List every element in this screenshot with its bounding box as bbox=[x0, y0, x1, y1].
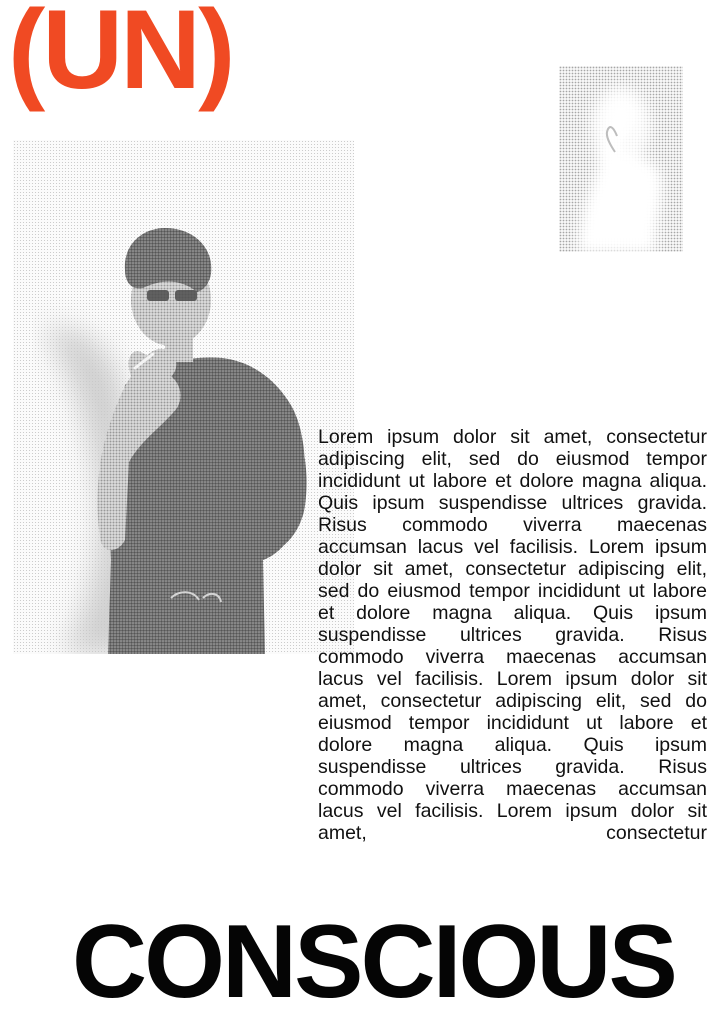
small-halftone-photo bbox=[559, 66, 683, 252]
headline-conscious: CONSCIOUS bbox=[72, 904, 675, 1020]
main-halftone-photo bbox=[13, 140, 354, 654]
main-photo-graphic bbox=[13, 140, 354, 654]
body-paragraph: Lorem ipsum dolor sit amet, consectetur adipiscing elit, sed do eiusmod tempor incididunt ut labore et dolore magna aliqua. Quis ipsum suspendisse ultrices gravida. Risus commodo viverra maecenas accumsan lacus vel facilisis. Lorem ipsum dolor sit amet, consectetur adipiscing elit, sed do eiusmod tempor incididunt ut labore et dolore magna aliqua. Quis ipsum suspendisse ultrices gravida. Risus commodo viverra maecenas accumsan lacus vel facilisis. Lorem ipsum dolor sit amet, consectetur adipiscing elit, sed do eiusmod tempor incididunt ut labore et dolore magna aliqua. Quis ipsum suspendisse ultrices gravida. Risus commodo viverra maecenas accumsan lacus vel facilisis. Lorem ipsum dolor sit amet, consectetur bbox=[318, 426, 707, 844]
small-photo-graphic bbox=[559, 66, 683, 252]
headline-un: (UN) bbox=[8, 0, 233, 112]
